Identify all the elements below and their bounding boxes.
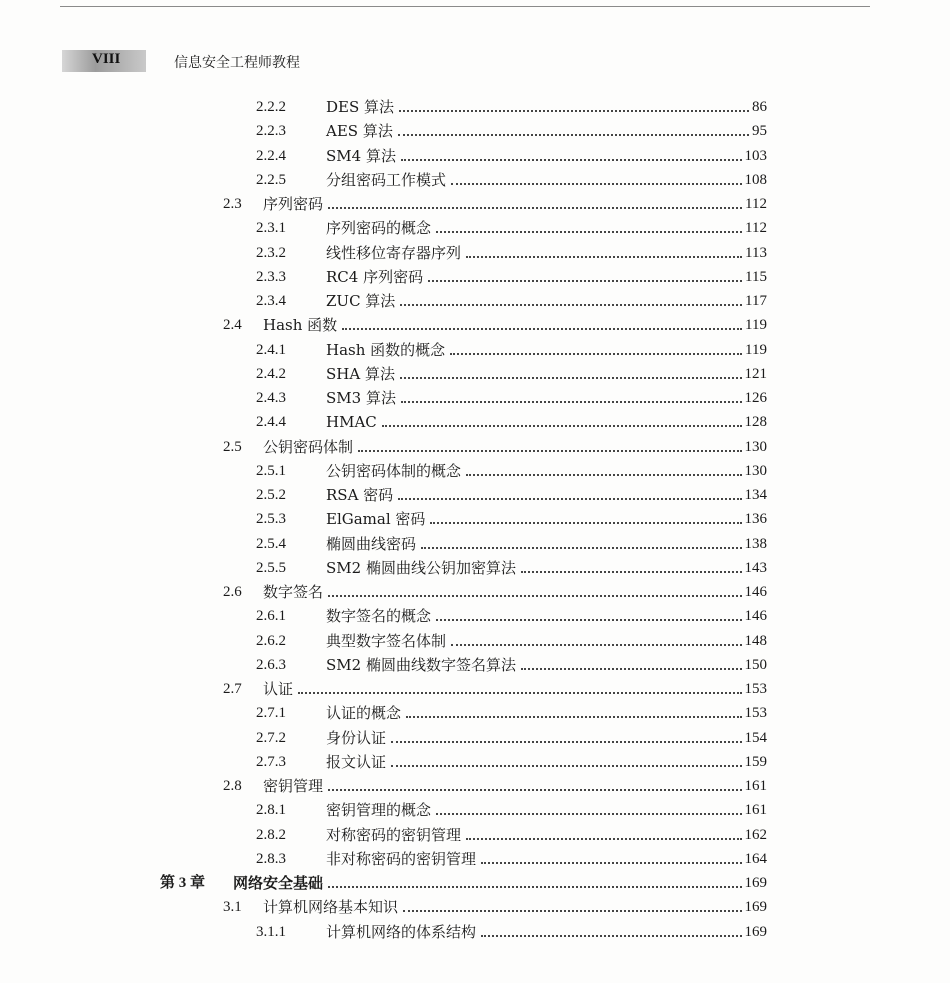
toc-entry-title: SM3 算法 xyxy=(326,389,396,407)
toc-entry-page: 150 xyxy=(744,656,767,673)
toc-entry-page: 153 xyxy=(744,681,767,697)
dot-leader xyxy=(466,236,742,258)
dot-leader xyxy=(328,187,742,209)
toc-entry-number: 2.8.2 xyxy=(256,826,286,843)
toc-entry-number: 2.2.3 xyxy=(256,123,286,140)
toc-entry-number: 2.4.3 xyxy=(256,390,286,406)
toc-entry-title: 典型数字签名体制 xyxy=(326,631,447,650)
toc-entry-title: AES 算法 xyxy=(326,122,393,141)
toc-entry-title: 报文认证 xyxy=(326,752,387,771)
toc-entry-number: 3.1 xyxy=(223,899,242,916)
toc-entry-title: 对称密码的密钥管理 xyxy=(326,825,462,844)
toc-entry-title: 网络安全基础 xyxy=(233,874,324,892)
toc-entry-number: 2.5.2 xyxy=(256,487,286,503)
toc-entry-title: 分组密码工作模式 xyxy=(326,170,447,189)
toc-entry-number: 2.5.5 xyxy=(256,559,286,576)
toc-entry-number: 2.8.3 xyxy=(256,850,286,867)
dot-leader xyxy=(398,478,741,500)
toc-entry-number: 2.3.1 xyxy=(256,220,286,237)
toc-entry-page: 112 xyxy=(745,220,767,237)
toc-entry-number: 2.3.2 xyxy=(256,244,286,261)
dot-leader xyxy=(298,672,741,694)
toc-entry-title: 公钥密码体制 xyxy=(263,437,354,456)
toc-entry-title: 认证的概念 xyxy=(326,704,402,723)
toc-entry-title: RSA 密码 xyxy=(326,486,394,504)
dot-leader xyxy=(466,454,741,476)
toc-entry-title: 公钥密码体制的概念 xyxy=(326,461,462,480)
toc-entry-page: 169 xyxy=(744,899,767,916)
toc-entry-number: 2.7 xyxy=(223,681,242,697)
toc-entry-number: 3.1.1 xyxy=(256,923,286,940)
dot-leader xyxy=(328,575,741,597)
toc-entry-page: 112 xyxy=(745,196,767,212)
toc-entry-title: 序列密码的概念 xyxy=(326,219,432,238)
toc-entry-number: 2.6.1 xyxy=(256,608,286,625)
toc-entry-number: 2.4.1 xyxy=(256,341,286,358)
toc-entry-number: 2.5.1 xyxy=(256,462,286,479)
toc-entry-page: 169 xyxy=(744,923,767,940)
toc-entry-page: 128 xyxy=(744,414,767,431)
toc-entry-number: 2.6 xyxy=(223,584,242,600)
toc-entry-title: RC4 序列密码 xyxy=(326,267,424,286)
dot-leader xyxy=(521,648,742,670)
book-title: 信息安全工程师教程 xyxy=(174,55,300,71)
toc-entry-page: 86 xyxy=(752,99,767,115)
dot-leader xyxy=(481,915,741,937)
toc-entry-page: 136 xyxy=(744,511,767,528)
dot-leader xyxy=(403,890,741,912)
toc-entry-title: ElGamal 密码 xyxy=(326,510,426,529)
page-header xyxy=(62,50,862,74)
toc-entry-page: 119 xyxy=(745,341,767,358)
folio-badge xyxy=(62,50,146,72)
dot-leader xyxy=(436,599,741,621)
toc-entry-page: 164 xyxy=(744,850,767,867)
toc-entry-number: 2.6.3 xyxy=(256,656,286,673)
dot-leader xyxy=(382,405,742,427)
toc-entry-page: 161 xyxy=(744,802,767,819)
top-rule xyxy=(60,6,870,7)
toc-entry-page: 103 xyxy=(744,147,767,164)
toc-entry-page: 95 xyxy=(752,123,767,140)
toc-entry-page: 134 xyxy=(744,487,767,503)
toc-entry-title: 椭圆曲线密码 xyxy=(326,534,417,553)
toc-entry-page: 121 xyxy=(744,365,767,382)
dot-leader xyxy=(466,818,741,840)
dot-leader xyxy=(521,551,742,573)
toc-entry-title: 密钥管理的概念 xyxy=(326,801,432,820)
toc-entry-title: SM4 算法 xyxy=(326,146,396,165)
toc-entry-page: 108 xyxy=(744,171,767,188)
dot-leader xyxy=(401,139,742,161)
toc-entry-title: HMAC xyxy=(326,413,377,432)
dot-leader xyxy=(421,527,741,549)
dot-leader xyxy=(398,114,749,136)
dot-leader xyxy=(451,624,741,646)
toc-entry-number: 2.3.3 xyxy=(256,268,286,285)
toc-entry-page: 119 xyxy=(745,317,767,334)
toc-entry-number: 2.5 xyxy=(223,438,242,455)
toc-entry-title: 计算机网络的体系结构 xyxy=(326,922,477,941)
dot-leader xyxy=(430,502,741,524)
dot-leader xyxy=(451,163,741,185)
toc-entry-title: 密钥管理 xyxy=(263,777,324,795)
toc-entry-page: 162 xyxy=(744,826,767,843)
dot-leader xyxy=(358,430,741,452)
toc-entry-title: 非对称密码的密钥管理 xyxy=(326,849,477,868)
toc-entry-title: DES 算法 xyxy=(326,98,395,116)
toc-entry-number: 2.8.1 xyxy=(256,802,286,819)
dot-leader xyxy=(400,284,742,306)
toc-entry-number: 2.3 xyxy=(223,196,242,212)
toc-entry-title: SM2 椭圆曲线数字签名算法 xyxy=(326,655,516,674)
toc-entry-number: 2.7.2 xyxy=(256,729,286,746)
dot-leader xyxy=(328,866,741,888)
toc-entry-page: 130 xyxy=(744,462,767,479)
toc-entry-title: Hash 函数的概念 xyxy=(326,340,446,359)
toc-entry-title: 计算机网络基本知识 xyxy=(263,898,399,917)
dot-leader xyxy=(481,842,741,864)
toc-entry-page: 126 xyxy=(744,390,767,406)
toc-entry-page: 148 xyxy=(744,632,767,649)
dot-leader xyxy=(399,90,749,112)
toc-entry xyxy=(256,920,767,942)
dot-leader xyxy=(450,333,742,355)
toc-entry-number: 2.7.3 xyxy=(256,753,286,770)
toc-entry-page: 161 xyxy=(744,778,767,794)
toc-entry-number: 2.2.2 xyxy=(256,99,286,115)
toc-entry-title: SHA 算法 xyxy=(326,364,395,383)
toc-entry-page: 115 xyxy=(745,268,767,285)
toc-entry-number: 2.6.2 xyxy=(256,632,286,649)
toc-entry-page: 146 xyxy=(744,584,767,600)
toc-entry-number: 2.5.3 xyxy=(256,511,286,528)
toc-entry-number: 2.4.2 xyxy=(256,365,286,382)
toc-entry-page: 169 xyxy=(744,875,767,891)
dot-leader xyxy=(406,696,741,718)
toc-entry-number: 第 3 章 xyxy=(160,875,206,891)
toc-entry-page: 154 xyxy=(744,729,767,746)
toc-entry-number: 2.8 xyxy=(223,778,242,794)
dot-leader xyxy=(400,357,742,379)
dot-leader xyxy=(391,721,741,743)
toc-entry-page: 153 xyxy=(744,705,767,722)
toc-entry-number: 2.7.1 xyxy=(256,705,286,722)
toc-entry-page: 113 xyxy=(745,244,767,261)
dot-leader xyxy=(436,793,741,815)
toc-entry-page: 138 xyxy=(744,535,767,552)
toc-entry-number: 2.4 xyxy=(223,317,242,334)
toc-entry-title: 身份认证 xyxy=(326,728,387,747)
toc-entry-page: 130 xyxy=(744,438,767,455)
toc-entry-title: 线性移位寄存器序列 xyxy=(326,243,462,262)
toc-entry-number: 2.4.4 xyxy=(256,414,286,431)
dot-leader xyxy=(428,260,742,282)
toc-entry-title: SM2 椭圆曲线公钥加密算法 xyxy=(326,558,516,577)
dot-leader xyxy=(342,308,742,330)
toc-entry-title: Hash 函数 xyxy=(263,316,338,335)
toc-entry-title: 数字签名的概念 xyxy=(326,607,432,626)
toc-entry-number: 2.3.4 xyxy=(256,293,286,309)
toc-entry-page: 117 xyxy=(745,293,767,309)
toc-entry-page: 143 xyxy=(744,559,767,576)
toc-entry-title: 认证 xyxy=(263,680,294,698)
toc-entry-title: ZUC 算法 xyxy=(326,292,396,310)
toc-entry-title: 数字签名 xyxy=(263,583,324,601)
dot-leader xyxy=(401,381,742,403)
dot-leader xyxy=(436,211,742,233)
toc-entry-title: 序列密码 xyxy=(263,195,324,213)
toc-entry-number: 2.5.4 xyxy=(256,535,286,552)
dot-leader xyxy=(391,745,741,767)
dot-leader xyxy=(328,769,741,791)
toc-entry-page: 159 xyxy=(744,753,767,770)
folio-number: VIII xyxy=(92,51,121,67)
toc-entry-page: 146 xyxy=(744,608,767,625)
toc-entry-number: 2.2.5 xyxy=(256,171,286,188)
toc-entry-number: 2.2.4 xyxy=(256,147,286,164)
